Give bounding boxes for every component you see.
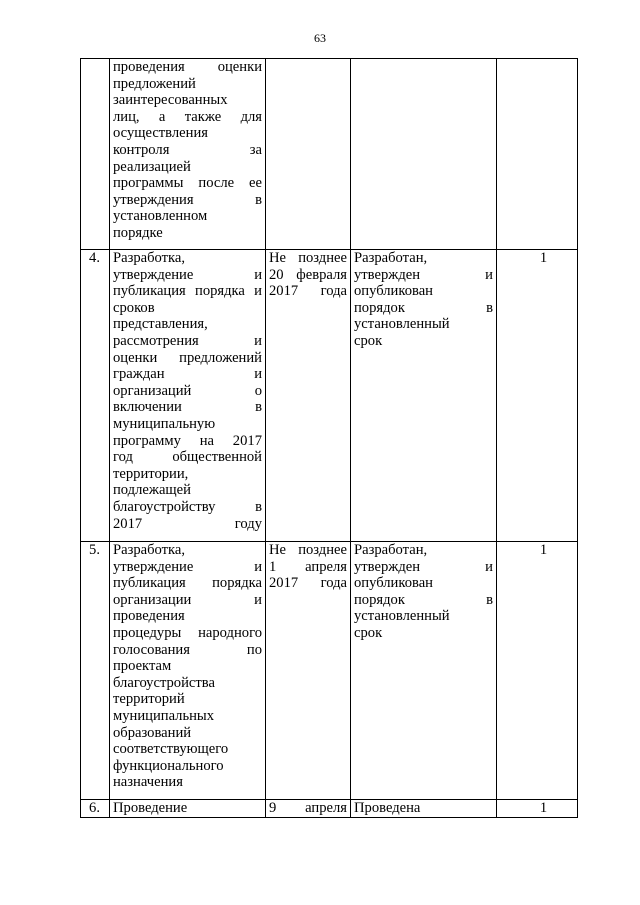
measures-table [80,58,578,818]
measure-name-line: контроля за [113,141,262,158]
table-row [81,542,578,800]
measure-name-line: реализацией [113,158,191,175]
measure-name-line: предложений [113,75,196,92]
deadline-line: 1 апреля [269,558,347,575]
measure-name-cell [110,800,266,818]
measure-name-line: осуществления [113,125,208,142]
measure-name-line: представления, [113,316,208,333]
measure-name-cell [110,59,266,250]
result-cell [351,800,497,818]
result-line: утвержден и [354,266,493,283]
row-number: 5. [89,542,100,558]
deadline-line: 2017 года [269,283,347,300]
measure-name-line: утверждение и [113,558,262,575]
measure-name-line: публикация порядка [113,575,262,592]
result-line: установленный [354,316,450,333]
deadline-line: 20 февраля [269,266,347,283]
table-row [81,800,578,818]
indicator-value-cell [497,542,578,800]
measure-name-line: программы после ее [113,175,262,192]
measure-name-line: территории, [113,465,189,482]
measure-name-line: процедуры народного [113,624,262,641]
measure-name-cell [110,542,266,800]
result-cell [351,250,497,542]
deadline-line: 2017 года [269,575,347,592]
result-line: опубликован [354,283,433,300]
indicator-value-cell [497,59,578,250]
measure-name-line: программу на 2017 [113,432,262,449]
deadline-cell [266,800,351,818]
indicator-value: 1 [539,542,548,558]
indicator-value: 1 [539,250,548,266]
result-cell [351,59,497,250]
measure-name-line: муниципальных [113,707,215,724]
result-cell [351,542,497,800]
measure-name-line: Проведение [113,800,188,816]
measure-name-line: публикация порядка и [113,283,262,300]
deadline-cell [266,542,351,800]
measure-name-line: порядке [113,224,163,241]
measure-name-line: утверждения в [113,191,262,208]
page-number: 63 [314,31,326,45]
measure-name-line: организаций о [113,382,262,399]
row-number: 6. [89,800,100,816]
deadline-line: Не позднее [269,542,347,558]
measure-name-line: заинтересованных [113,92,228,109]
measure-name-line: граждан и [113,366,262,383]
result-line: Разработан, [354,542,428,558]
measure-name-line: образований [113,724,192,741]
row-number: 4. [89,250,100,266]
measure-name-line: муниципальную [113,415,216,432]
table-row [81,59,578,250]
measure-name-line: голосования по [113,641,262,658]
measure-name-line: проведения оценки [113,59,262,75]
result-line: установленный [354,608,450,625]
indicator-value-cell [497,250,578,542]
deadline-line: 9 апреля [269,800,347,816]
measure-name-cell [110,250,266,542]
indicator-value: 1 [539,800,548,816]
row-number-cell [81,59,110,250]
measure-name-line: оценки предложений [113,349,262,366]
measure-name-line: включении в [113,399,262,416]
result-line: срок [354,332,383,349]
table-row [81,250,578,542]
measure-name-line: рассмотрения и [113,332,262,349]
result-line: опубликован [354,575,433,592]
measure-name-line: организации и [113,591,262,608]
row-number-cell [81,800,110,818]
measure-name-line: проектам [113,658,172,675]
measure-name-line: благоустройства [113,674,215,691]
measure-name-line: соответствующего [113,741,229,758]
measure-name-line: год общественной [113,449,262,466]
measure-name-line: подлежащей [113,482,191,499]
measure-name-line: установленном [113,208,208,225]
measure-name-line: проведения [113,608,185,625]
measure-name-line: территорий [113,691,185,708]
result-line: утвержден и [354,558,493,575]
measure-name-line: благоустройству в [113,498,262,515]
measure-name-line: функционального [113,757,224,774]
deadline-line: Не позднее [269,250,347,266]
measure-name-line: назначения [113,774,183,791]
result-line: порядок в [354,591,493,608]
measure-name-line: 2017 году [113,515,262,532]
measure-name-line: лиц, а также для [113,108,262,125]
measure-name-line: сроков [113,299,155,316]
deadline-cell [266,250,351,542]
result-line: срок [354,624,383,641]
measure-name-line: Разработка, [113,250,186,266]
result-line: Разработан, [354,250,428,266]
measure-name-line: Разработка, [113,542,186,558]
result-line: Проведена [354,800,421,816]
indicator-value-cell [497,800,578,818]
result-line: порядок в [354,299,493,316]
deadline-cell [266,59,351,250]
row-number-cell [81,250,110,542]
measure-name-line: утверждение и [113,266,262,283]
row-number-cell [81,542,110,800]
